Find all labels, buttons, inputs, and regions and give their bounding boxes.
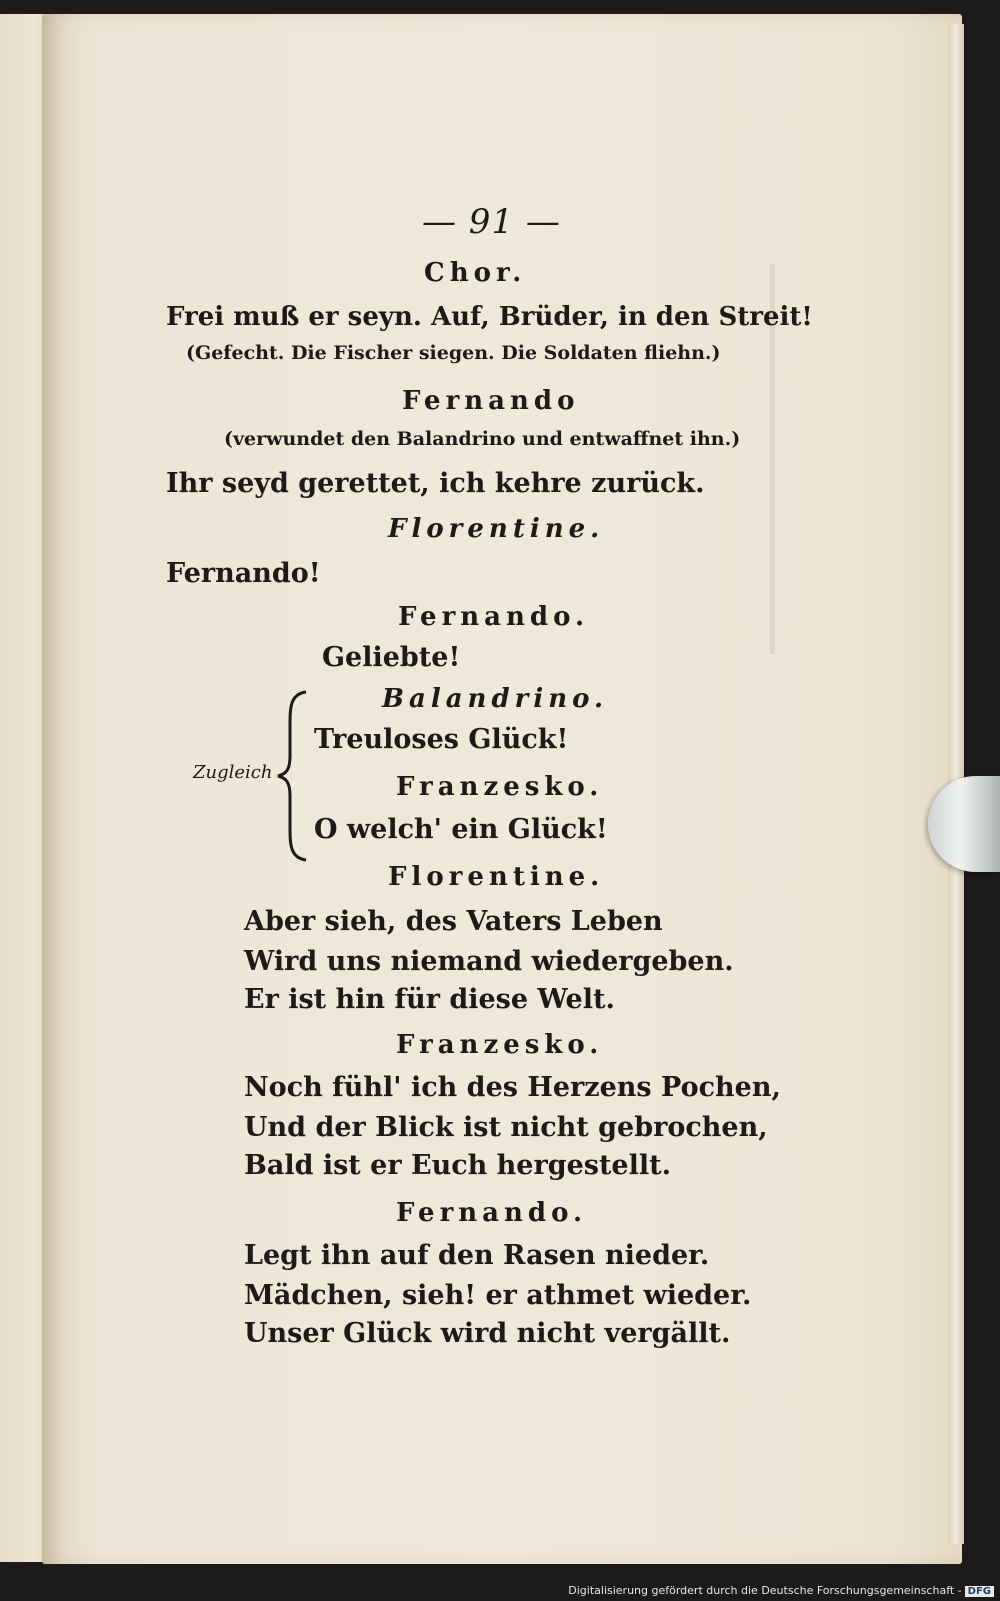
fernando-line-1: Ihr seyd gerettet, ich kehre zurück. bbox=[166, 468, 705, 499]
speaker-florentine-2: Florentine. bbox=[388, 862, 605, 892]
dfg-logo: DFG bbox=[965, 1586, 994, 1597]
fernando-verse-line: Unser Glück wird nicht vergällt. bbox=[244, 1318, 731, 1349]
franzesko-verse-line: Und der Blick ist nicht gebrochen, bbox=[244, 1112, 768, 1143]
speaker-florentine-1: Florentine. bbox=[388, 514, 605, 544]
balandrino-line: Treuloses Glück! bbox=[314, 724, 569, 755]
fernando-verse-line: Mädchen, sieh! er athmet wieder. bbox=[244, 1280, 752, 1311]
curly-brace-icon bbox=[276, 690, 312, 862]
stage-direction-wound: (verwundet den Balandrino und entwaffnet ihn.) bbox=[224, 428, 741, 450]
speaker-balandrino: Balandrino. bbox=[382, 684, 609, 714]
fernando-verse-line: Legt ihn auf den Rasen nieder. bbox=[244, 1240, 710, 1271]
florentine-line-1: Fernando! bbox=[166, 558, 321, 589]
speaker-franzesko-1: Franzesko. bbox=[396, 772, 604, 802]
speaker-franzesko-2: Franzesko. bbox=[396, 1030, 604, 1060]
zugleich-label: Zugleich bbox=[193, 762, 273, 783]
fernando-line-2: Geliebte! bbox=[322, 642, 461, 673]
stage-direction-fight: (Gefecht. Die Fischer siegen. Die Soldaten fliehn.) bbox=[186, 342, 721, 364]
speaker-fernando-3: Fernando. bbox=[396, 1198, 588, 1228]
speaker-fernando-1: Fernando bbox=[402, 386, 580, 416]
speaker-chor: Chor. bbox=[424, 258, 527, 288]
florentine-verse-line: Wird uns niemand wiedergeben. bbox=[244, 946, 734, 977]
credit-text: Digitalisierung gefördert durch die Deutsche Forschungsgemeinschaft - bbox=[568, 1584, 962, 1597]
chor-line: Frei muß er seyn. Auf, Brüder, in den Streit! bbox=[166, 302, 813, 332]
franzesko-line-1: O welch' ein Glück! bbox=[314, 814, 608, 845]
page-number: — 91 — bbox=[422, 202, 561, 242]
franzesko-verse-line: Noch fühl' ich des Herzens Pochen, bbox=[244, 1072, 781, 1103]
florentine-verse-line: Aber sieh, des Vaters Leben bbox=[244, 906, 663, 937]
speaker-fernando-2: Fernando. bbox=[398, 602, 590, 632]
franzesko-verse-line: Bald ist er Euch hergestellt. bbox=[244, 1150, 671, 1181]
digitization-credit bbox=[568, 1584, 994, 1597]
florentine-verse-line: Er ist hin für diese Welt. bbox=[244, 984, 615, 1015]
